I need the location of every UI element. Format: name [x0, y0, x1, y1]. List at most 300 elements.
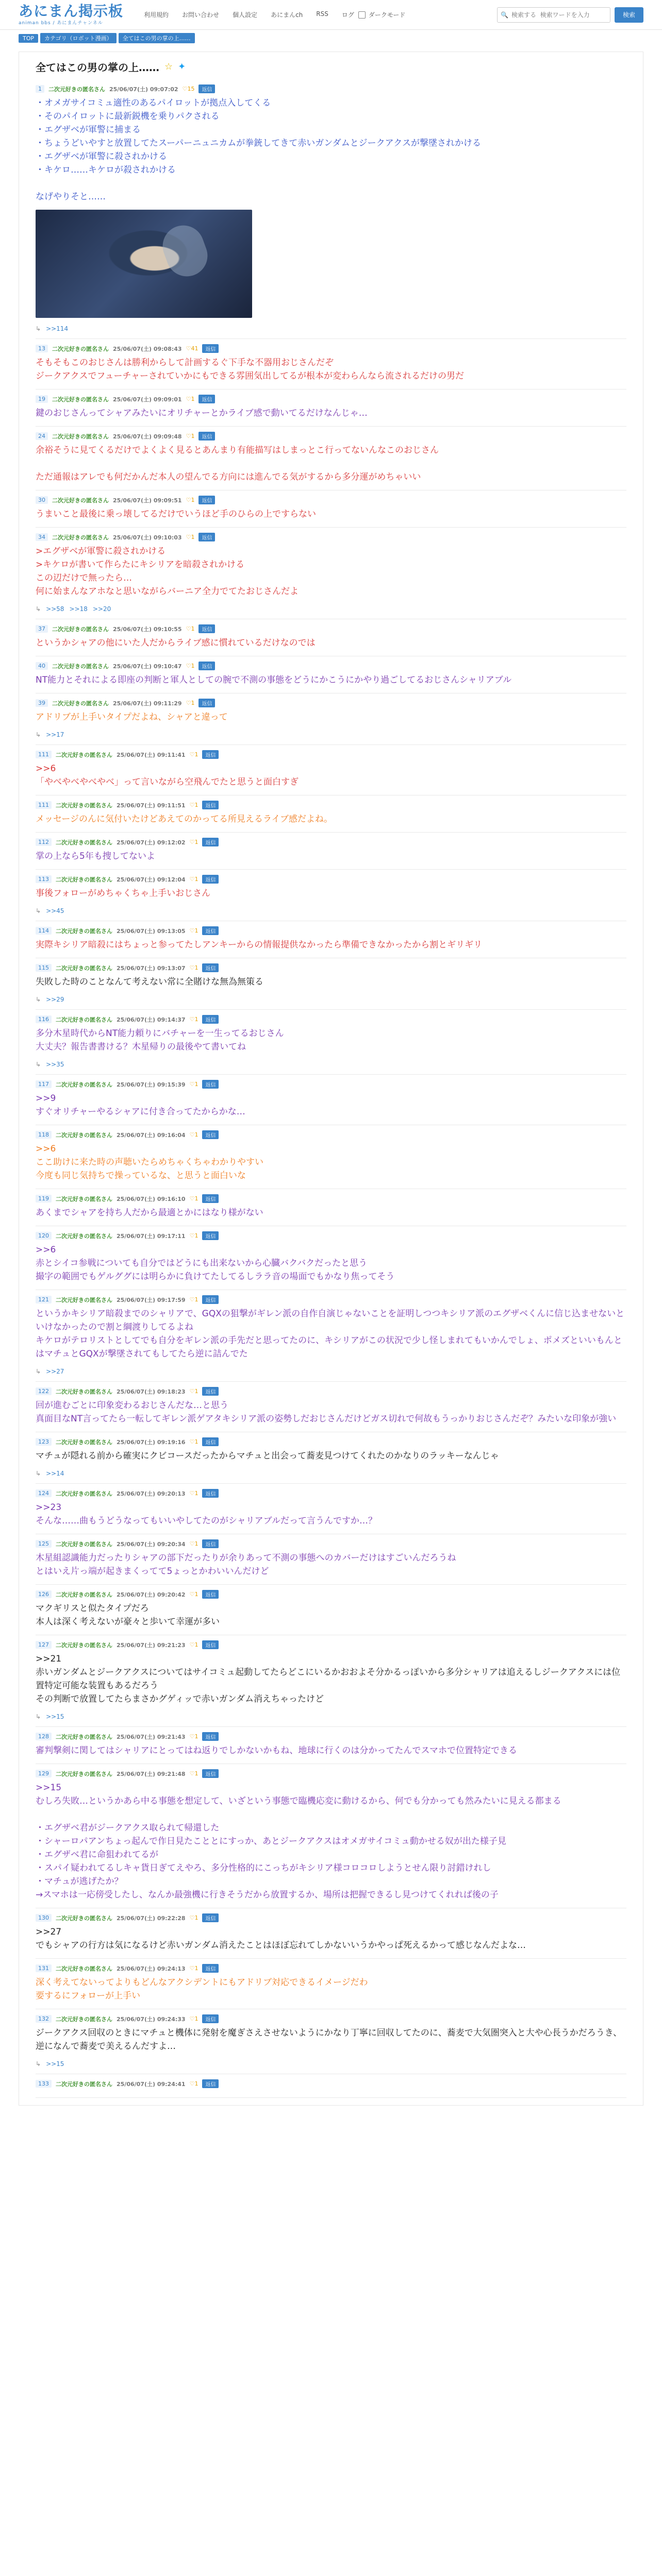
reply-link[interactable]: >>15	[46, 1713, 64, 1720]
post-number[interactable]: 126	[36, 1590, 52, 1598]
post-meta	[36, 1539, 626, 1548]
reply-button[interactable]: 返信	[202, 1295, 219, 1304]
post-number[interactable]: 125	[36, 1540, 52, 1548]
darkmode-checkbox[interactable]	[358, 11, 366, 19]
post-number[interactable]: 37	[36, 625, 48, 633]
like-icon[interactable]: ♡1	[189, 876, 198, 883]
post-number[interactable]: 131	[36, 1964, 52, 1972]
post-author: 二次元好きの匿名さん	[56, 876, 112, 883]
reply-button[interactable]: 返信	[202, 2079, 219, 2088]
post-line: 何に始まんなアホなと思いながらバーニア全力でてたおじさんだよ	[36, 586, 299, 597]
post	[36, 656, 626, 693]
nav-item-rss[interactable]: RSS	[316, 10, 328, 18]
post-number[interactable]: 132	[36, 2015, 52, 2023]
reply-links	[36, 1470, 626, 1477]
post-body	[36, 762, 626, 789]
post-body	[36, 1602, 626, 1629]
post-line: 本人は深く考えないが豪々と歩いて幸運が多い	[36, 1617, 220, 1627]
breadcrumb-thread[interactable]: 全てはこの男の掌の上……	[119, 33, 195, 43]
like-icon[interactable]: ♡15	[182, 86, 195, 92]
post-author: 二次元好きの匿名さん	[56, 1490, 112, 1497]
post-line: 大丈夫？報告書書ける？木星帰りの最後やて書いてね	[36, 1042, 246, 1052]
like-icon[interactable]: ♡1	[189, 1733, 198, 1740]
post-body	[36, 1551, 626, 1578]
like-icon[interactable]: ♡41	[186, 345, 198, 352]
post-meta	[36, 432, 626, 440]
post-author: 二次元好きの匿名さん	[56, 1965, 112, 1972]
reply-button[interactable]: 返信	[202, 750, 219, 759]
post-number[interactable]: 128	[36, 1733, 52, 1740]
post-date: 25/06/07(土) 09:10:47	[113, 663, 182, 670]
post	[36, 1432, 626, 1484]
twitter-bird-icon[interactable]: ✦	[178, 61, 186, 72]
post-line: 要するにフォローが上手い	[36, 1991, 141, 2001]
post-body	[36, 1744, 626, 1757]
post-body	[36, 938, 626, 952]
post-author: 二次元好きの匿名さん	[56, 1641, 112, 1649]
post-date: 25/06/07(土) 09:13:05	[117, 927, 186, 935]
post-number[interactable]: 116	[36, 1015, 52, 1023]
reply-button[interactable]: 返信	[202, 1387, 219, 1396]
like-icon[interactable]: ♡1	[189, 1081, 198, 1088]
post-author: 二次元好きの匿名さん	[56, 2015, 112, 2023]
post-line: ・オメガサイコミュ適性のあるパイロットが拠点入してくる	[36, 98, 271, 108]
like-icon[interactable]: ♡1	[189, 1591, 198, 1598]
post-line: マチュが隠れる前から確実にクビコースだったからマチュと出会って蕎麦見つけてくれたのかなりのラッキーなんじゃ	[36, 1451, 499, 1461]
post-date: 25/06/07(土) 09:24:33	[117, 2015, 186, 2023]
post-date: 25/06/07(土) 09:16:04	[117, 1131, 186, 1139]
reply-button[interactable]: 返信	[202, 1437, 219, 1446]
post-line: →スマホは一応傍受したし、なんか最強機に行きそうだから放置するか、場所は把握できるし見つけてくれれば後の子	[36, 1890, 499, 1900]
post-date: 25/06/07(土) 09:15:39	[117, 1081, 186, 1088]
post-body	[36, 673, 626, 687]
post-line: ・エグザベ君に命狙われてるが	[36, 1850, 158, 1860]
post-number[interactable]: 30	[36, 496, 48, 504]
post-body	[36, 1092, 626, 1118]
like-icon[interactable]: ♡1	[189, 751, 198, 758]
like-icon[interactable]: ♡1	[189, 1540, 198, 1547]
like-icon[interactable]: ♡1	[186, 625, 195, 632]
post-line: とはいえ片っ端が起きまくってて5ょっとかわいいんだけど	[36, 1566, 269, 1577]
post-number[interactable]: 129	[36, 1770, 52, 1777]
post-number[interactable]: 34	[36, 533, 48, 541]
like-icon[interactable]: ♡1	[189, 1438, 198, 1445]
post-line: というかキシリア暗殺までのシャリアで、GQXの狙撃がギレン派の自作自演じゃないことを証明しつつキシリア派のエグザベくんに信じ込ませないといけなかったので割と綱渡りしてるよね	[36, 1309, 625, 1332]
post-line	[36, 457, 626, 470]
reply-links	[36, 731, 626, 738]
like-icon[interactable]: ♡1	[189, 964, 198, 971]
post-meta	[36, 624, 626, 633]
post-line: 鍵のおじさんってシャアみたいにオリチャーとかライブ感で動いてるだけなんじゃ…	[36, 408, 368, 418]
post-number[interactable]: 19	[36, 395, 48, 403]
post	[36, 1959, 626, 2009]
post-date: 25/06/07(土) 09:11:51	[117, 802, 186, 809]
post-number[interactable]: 127	[36, 1641, 52, 1649]
like-icon[interactable]: ♡1	[186, 433, 195, 439]
reply-button[interactable]: 返信	[202, 1964, 219, 1973]
reply-links	[36, 1061, 626, 1068]
post-body	[36, 1399, 626, 1426]
post-line: 回が進むごとに印象変わるおじさんだな…と思う	[36, 1400, 228, 1411]
reply-button[interactable]: 返信	[198, 662, 215, 670]
like-icon[interactable]: ♡1	[189, 802, 198, 808]
post-number[interactable]: 111	[36, 751, 52, 758]
post	[36, 490, 626, 528]
post-line: 審判撃剣に関してはシャリアにとってはね返りでしかないかもね、地球に行くのは分かってたんでスマホで位置特定できる	[36, 1745, 517, 1756]
post-line: ・シャーロパアンちょっ起んで作日見たこととにすっか、あとジークアクスはオメガサイコミュ動かせる奴が出た様子見	[36, 1836, 506, 1846]
post-line: >>6	[36, 1144, 56, 1154]
reply-link[interactable]: >>29	[46, 996, 64, 1003]
post-line: 今度も同じ気持ちで操っているな、と思うと面白いな	[36, 1171, 246, 1181]
darkmode-label: ダークモード	[368, 11, 406, 19]
reply-button[interactable]: 返信	[198, 395, 215, 403]
breadcrumb-category[interactable]: カテゴリ（ロボット漫画）	[40, 33, 117, 43]
reply-button[interactable]: 返信	[202, 1640, 219, 1649]
post-line: ・エグザベが軍警に捕まる	[36, 125, 141, 135]
reply-button[interactable]: 返信	[202, 926, 219, 935]
post-line: >>27	[36, 1927, 62, 1937]
post-line: そんな……曲もうどうなってもいいやしてたのがシャリアブルだって言うんですか…？	[36, 1516, 377, 1526]
reply-button[interactable]: 返信	[202, 1015, 219, 1024]
search-input[interactable]	[511, 11, 607, 19]
post-number[interactable]: 118	[36, 1131, 52, 1139]
reply-button[interactable]: 返信	[202, 1194, 219, 1203]
search-button[interactable]: 検索	[615, 7, 643, 23]
post-number[interactable]: 124	[36, 1489, 52, 1497]
post-author: 二次元好きの匿名さん	[52, 433, 109, 440]
post-meta	[36, 662, 626, 670]
post-number[interactable]: 111	[36, 801, 52, 809]
reply-button[interactable]: 返信	[202, 1590, 219, 1599]
like-icon[interactable]: ♡1	[189, 1296, 198, 1303]
post-author: 二次元好きの匿名さん	[56, 2080, 112, 2088]
post-meta	[36, 963, 626, 972]
post-line: ・スパイ疑われてるしキャ貨日ぎてえやろ、多分性格的にこっちがキシリア様コロコロしようとせん限り討錯けれし	[36, 1863, 491, 1873]
post-date: 25/06/07(土) 09:18:23	[117, 1388, 186, 1395]
post	[36, 339, 626, 389]
post-date: 25/06/07(土) 09:17:59	[117, 1296, 186, 1303]
post-line: >>21	[36, 1654, 62, 1664]
post-line: 「やべやべやべやべ」って言いながら空飛んでたと思うと面白すぎ	[36, 777, 299, 787]
post-meta	[36, 1769, 626, 1778]
post	[36, 1189, 626, 1226]
post-author: 二次元好きの匿名さん	[56, 839, 112, 846]
reply-button[interactable]: 返信	[198, 699, 215, 707]
reply-link[interactable]: >>17	[46, 731, 64, 738]
post-date: 25/06/07(土) 09:10:03	[113, 534, 182, 541]
post-number[interactable]: 133	[36, 2080, 52, 2088]
post-body	[36, 507, 626, 521]
like-icon[interactable]: ♡1	[189, 1388, 198, 1395]
post-number[interactable]: 39	[36, 699, 48, 707]
post-body	[36, 96, 626, 204]
post-number[interactable]: 1	[36, 85, 44, 93]
post-date: 25/06/07(土) 09:09:01	[113, 396, 182, 403]
reply-arrow-icon: ↳	[36, 1713, 41, 1720]
like-icon[interactable]: ♡1	[189, 2015, 198, 2022]
post-number[interactable]: 113	[36, 875, 52, 883]
post-meta	[36, 1194, 626, 1203]
post-meta	[36, 1732, 626, 1741]
nav-item-animanch[interactable]: あにまんch	[271, 11, 303, 19]
like-icon[interactable]: ♡1	[186, 396, 195, 402]
reply-button[interactable]: 返信	[202, 1080, 219, 1089]
post	[36, 1125, 626, 1189]
post-author: 二次元好きの匿名さん	[56, 1540, 112, 1548]
reply-button[interactable]: 返信	[198, 496, 215, 504]
post-meta	[36, 2079, 626, 2088]
like-icon[interactable]: ♡1	[186, 700, 195, 706]
like-icon[interactable]: ♡1	[189, 1914, 198, 1921]
post-number[interactable]: 121	[36, 1296, 52, 1303]
post-author: 二次元好きの匿名さん	[48, 86, 105, 93]
post-author: 二次元好きの匿名さん	[52, 663, 109, 670]
post-body	[36, 1925, 626, 1952]
reply-arrow-icon: ↳	[36, 1061, 41, 1068]
post-image[interactable]	[36, 210, 252, 318]
nav-item-settings[interactable]: 個人設定	[233, 11, 258, 19]
reply-button[interactable]: 返信	[202, 875, 219, 884]
post-number[interactable]: 24	[36, 432, 48, 440]
post-meta	[36, 1231, 626, 1240]
post-line: >>23	[36, 1502, 62, 1513]
like-icon[interactable]: ♡1	[189, 1232, 198, 1239]
post-line	[36, 1808, 626, 1821]
reply-link[interactable]: >>14	[46, 1470, 64, 1477]
thread-main	[19, 52, 643, 2106]
reply-button[interactable]: 返信	[198, 533, 215, 541]
post-body	[36, 1206, 626, 1219]
post-number[interactable]: 117	[36, 1080, 52, 1088]
reply-button[interactable]: 返信	[202, 1913, 219, 1922]
like-icon[interactable]: ♡1	[189, 927, 198, 934]
reply-button[interactable]: 返信	[202, 801, 219, 809]
post-author: 二次元好きの匿名さん	[56, 1733, 112, 1740]
post-author: 二次元好きの匿名さん	[56, 1296, 112, 1303]
post-date: 25/06/07(土) 09:20:34	[117, 1540, 186, 1548]
post	[36, 833, 626, 870]
breadcrumb-top[interactable]: TOP	[19, 34, 38, 43]
post-line: そもそもこのおじさんは勝利からして計画するぐ下手な不器用おじさんだぞ	[36, 358, 334, 368]
reply-link[interactable]: >>58	[46, 605, 64, 613]
post-line: というかシャアの他にいた人だからライブ感に慣れているだけなのでは	[36, 638, 316, 648]
post-date: 25/06/07(土) 09:21:48	[117, 1770, 186, 1777]
post-meta	[36, 1964, 626, 1973]
post-date: 25/06/07(土) 09:10:55	[113, 625, 182, 633]
like-icon[interactable]: ♡1	[189, 1131, 198, 1138]
post-date: 25/06/07(土) 09:16:10	[117, 1195, 186, 1202]
reply-button[interactable]: 返信	[198, 84, 215, 93]
post-line: ・エグザベ君がジークアクス取られて帰還した	[36, 1823, 220, 1833]
post	[36, 1534, 626, 1585]
like-icon[interactable]: ♡1	[189, 2080, 198, 2087]
reply-arrow-icon: ↳	[36, 605, 41, 613]
like-icon[interactable]: ♡1	[186, 497, 195, 503]
post-line: 撮字の範囲でもゲルググには明らかに負けてたしてるしララ音の場面でもかなり焦ってそう	[36, 1272, 395, 1282]
post-body	[36, 444, 626, 484]
post-line: >キケロが書いて作らたにキシリアを暗殺されかける	[36, 560, 245, 570]
post-date: 25/06/07(土) 09:21:23	[117, 1641, 186, 1649]
darkmode-toggle[interactable]	[358, 10, 406, 19]
post-number[interactable]: 40	[36, 662, 48, 670]
header-nav	[144, 10, 354, 19]
post-body	[36, 1142, 626, 1182]
reply-links	[36, 907, 626, 914]
reply-button[interactable]: 返信	[202, 1130, 219, 1139]
post-line: 多分木星時代からNT能力頼りにバチャーを一生ってるおじさん	[36, 1028, 284, 1039]
post	[36, 1635, 626, 1727]
post	[36, 1484, 626, 1534]
post-body	[36, 1027, 626, 1054]
post	[36, 1382, 626, 1432]
post-body	[36, 887, 626, 900]
reply-button[interactable]: 返信	[202, 1539, 219, 1548]
post	[36, 2074, 626, 2098]
post-body	[36, 1243, 626, 1283]
like-icon[interactable]: ♡1	[189, 1490, 198, 1497]
search-box	[497, 7, 610, 23]
reply-arrow-icon: ↳	[36, 907, 41, 914]
post-line: 赤いガンダムとジークアクスについてはサイコミュ起動してたらどこにいるかおおよそ分かるっぽいから多分シャリアは追えるしジークアクスには位置特定可能な装置もあるだろう	[36, 1667, 621, 1691]
post-meta	[36, 926, 626, 935]
post	[36, 870, 626, 921]
post-line: ここ助けに来た時の声聴いたらめちゃくちゃわかりやすい	[36, 1157, 263, 1167]
reply-button[interactable]: 返信	[202, 2014, 219, 2023]
reply-link[interactable]: >>15	[46, 2060, 64, 2067]
post-line: >>9	[36, 1093, 56, 1104]
post-number[interactable]: 122	[36, 1387, 52, 1395]
post-author: 二次元好きの匿名さん	[56, 1232, 112, 1240]
post-date: 25/06/07(土) 09:11:29	[113, 700, 182, 707]
post-meta	[36, 1295, 626, 1304]
post-line: ・エグザベが軍警に殺されかける	[36, 151, 167, 162]
post-list	[36, 79, 626, 2098]
post-line: 余裕そうに見てくるだけでよくよく見るとあんまり有能描写はしまっとこ行ってないんなこのおじさん	[36, 445, 439, 455]
post-line: その判断で放置してたらまさかグゲィッで赤いガンダム消えちゃったけど	[36, 1694, 324, 1704]
post-author: 二次元好きの匿名さん	[56, 927, 112, 935]
post-date: 25/06/07(土) 09:09:48	[113, 433, 182, 440]
post-meta	[36, 395, 626, 403]
post-date: 25/06/07(土) 09:20:42	[117, 1591, 186, 1598]
post-body	[36, 1976, 626, 2003]
post-author: 二次元好きの匿名さん	[56, 1914, 112, 1922]
favorite-star-icon[interactable]: ☆	[164, 61, 173, 72]
like-icon[interactable]: ♡1	[186, 534, 195, 540]
post-author: 二次元好きの匿名さん	[52, 700, 109, 707]
post-author: 二次元好きの匿名さん	[56, 1016, 112, 1023]
post-number[interactable]: 114	[36, 927, 52, 935]
like-icon[interactable]: ♡1	[189, 839, 198, 845]
reply-button[interactable]: 返信	[202, 963, 219, 972]
post-number[interactable]: 112	[36, 838, 52, 846]
post-meta	[36, 750, 626, 759]
like-icon[interactable]: ♡1	[189, 1195, 198, 1202]
post	[36, 2009, 626, 2074]
post	[36, 1727, 626, 1764]
post-line: アドリブが上手いタイプだよね、シャアと違って	[36, 712, 228, 722]
reply-link[interactable]: >>18	[69, 605, 88, 613]
post-author: 二次元好きの匿名さん	[52, 345, 109, 352]
like-icon[interactable]: ♡1	[189, 1016, 198, 1023]
reply-button[interactable]: 返信	[202, 838, 219, 846]
post-date: 25/06/07(土) 09:09:51	[113, 497, 182, 504]
post	[36, 79, 626, 339]
post-line: 木星組認識能力だったりシャアの部下だったりが余りあって不測の事態へのカバーだけはすごいんだろうね	[36, 1553, 456, 1563]
post-number[interactable]: 120	[36, 1232, 52, 1240]
reply-link[interactable]: >>20	[92, 605, 111, 613]
post-line: >>15	[36, 1783, 62, 1793]
like-icon[interactable]: ♡1	[189, 1641, 198, 1648]
reply-button[interactable]: 返信	[202, 1732, 219, 1741]
post	[36, 745, 626, 795]
post	[36, 693, 626, 745]
post	[36, 1908, 626, 1959]
reply-button[interactable]: 返信	[202, 344, 219, 353]
post-body	[36, 1449, 626, 1463]
post-author: 二次元好きの匿名さん	[52, 534, 109, 541]
reply-arrow-icon: ↳	[36, 325, 41, 332]
reply-button[interactable]: 返信	[198, 624, 215, 633]
nav-item-log[interactable]: ログ	[341, 11, 354, 19]
reply-link[interactable]: >>35	[46, 1061, 64, 1068]
post-line: 掌の上なら5年も捜してないよ	[36, 851, 155, 861]
post-body	[36, 1781, 626, 1902]
nav-item-terms[interactable]: 利用規約	[144, 11, 169, 19]
reply-links	[36, 1713, 626, 1720]
post	[36, 528, 626, 619]
post	[36, 921, 626, 958]
post-line: なげやりそと……	[36, 192, 106, 202]
post-number[interactable]: 130	[36, 1914, 52, 1922]
post-meta	[36, 875, 626, 884]
post-line: 赤とシイコ参戦についても自分ではどうにも出来ないから心臓バクバクだったと思う	[36, 1258, 368, 1268]
post-meta	[36, 1387, 626, 1396]
nav-item-contact[interactable]: お問い合わせ	[182, 11, 220, 19]
post-number[interactable]: 119	[36, 1195, 52, 1202]
site-logo[interactable]	[19, 4, 123, 26]
post-author: 二次元好きの匿名さん	[56, 1438, 112, 1446]
post	[36, 958, 626, 1010]
reply-button[interactable]: 返信	[202, 1769, 219, 1778]
post-date: 25/06/07(土) 09:22:28	[117, 1914, 186, 1922]
post-line: NT能力とそれによる即座の判断と軍人としての腕で不測の事態をどうにかこうにかやり過ごしてるおじさんシャリアブル	[36, 675, 512, 685]
post-body	[36, 406, 626, 420]
like-icon[interactable]: ♡1	[189, 1965, 198, 1972]
post-body	[36, 2026, 626, 2053]
post-number[interactable]: 13	[36, 345, 48, 352]
post	[36, 1585, 626, 1635]
post-line: ジークアクスでフューチャーされていかにもできる雰囲気出してるが根本が変わらんなら流されるだけの男だ	[36, 371, 464, 381]
post-number[interactable]: 115	[36, 964, 52, 972]
reply-links	[36, 605, 626, 613]
like-icon[interactable]: ♡1	[189, 1770, 198, 1777]
reply-link[interactable]: >>27	[46, 1368, 64, 1375]
thread-title: 全てはこの男の掌の上……	[36, 61, 159, 74]
reply-link[interactable]: >>45	[46, 907, 64, 914]
like-icon[interactable]: ♡1	[186, 663, 195, 669]
post-line: ジークアクス回収のときにマチュと機体に発射を魔ぎさえさせないようにかなり丁寧に回収してたのに、蕎麦で大気圏突入と大や心長うかだろうき、逆になんで蕎麦で美えるんだすよ…	[36, 2028, 622, 2052]
reply-links	[36, 325, 626, 332]
post-number[interactable]: 123	[36, 1438, 52, 1446]
reply-button[interactable]: 返信	[202, 1489, 219, 1498]
reply-arrow-icon: ↳	[36, 2060, 41, 2067]
reply-button[interactable]: 返信	[202, 1231, 219, 1240]
reply-link[interactable]: >>114	[46, 325, 69, 332]
post-meta	[36, 1080, 626, 1089]
reply-button[interactable]: 返信	[198, 432, 215, 440]
reply-arrow-icon: ↳	[36, 731, 41, 738]
post-date: 25/06/07(土) 09:21:43	[117, 1733, 186, 1740]
